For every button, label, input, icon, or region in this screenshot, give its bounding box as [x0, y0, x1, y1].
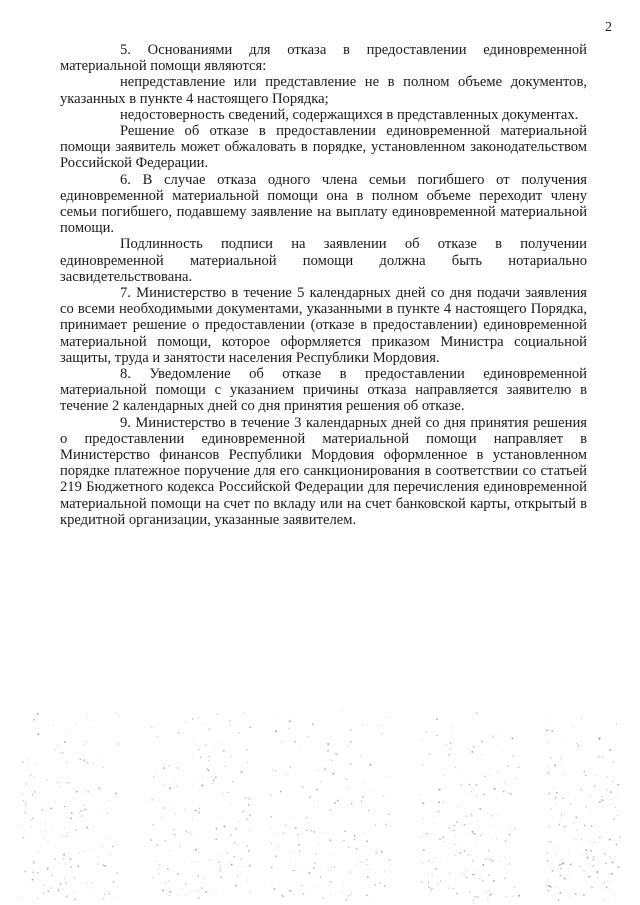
paragraph-grounds-incomplete-docs: непредставление или представление не в полном объеме документов, указанных в пункте 4 настоящего Порядка; — [60, 74, 587, 107]
paragraph-7-decision: 7. Министерство в течение 5 календарных дней со дня подачи заявления со всеми необходимыми документами, указанными в пункте 4 настоящего Порядка, принимает решение о предоставлении (отказе в предоставлении) единовременной материальной помощи, которое оформляется приказом Министра социальной защиты, труда и занятости населения Республики Мордовия. — [60, 285, 587, 366]
paragraph-signature-notarized: Подлинность подписи на заявлении об отказе в получении единовременной материальной помощи должна быть нотариально засвидетельствована. — [60, 236, 587, 285]
paragraph-8-notice: 8. Уведомление об отказе в предоставлении единовременной материальной помощи с указанием причины отказа направляется заявителю в течение 2 календарных дней со дня принятия решения об отказе. — [60, 366, 587, 415]
document-body — [60, 42, 587, 528]
paragraph-appeal: Решение об отказе в предоставлении единовременной материальной помощи заявитель может обжаловать в порядке, установленном законодательством Российской Федерации. — [60, 123, 587, 172]
page-number: 2 — [605, 20, 612, 35]
paragraph-6-refusal: 6. В случае отказа одного члена семьи погибшего от получения единовременной материальной помощи она в полном объеме переходит члену семьи погибшего, подавшему заявление на выплату единовременной материальной помощи. — [60, 171, 587, 237]
paragraph-grounds-false-info: недостоверность сведений, содержащихся в представленных документах. — [120, 106, 579, 123]
paragraph-5-grounds: 5. Основаниями для отказа в предоставлении единовременной материальной помощи являются: — [60, 42, 587, 75]
scan-noise — [0, 660, 640, 905]
paragraph-9-payment: 9. Министерство в течение 3 календарных дней со дня принятия решения о предоставлении единовременной материальной помощи направляет в Министерство финансов Республики Мордовия оформленное в установленном порядке платежное поручение для его санкционирования в соответствии со статьей 219 Бюджетного кодекса Российской Федерации для перечисления единовременной материальной помощи на счет по вкладу или на счет банковской карты, открытый в кредитной организации, указанные заявителем. — [60, 414, 587, 528]
